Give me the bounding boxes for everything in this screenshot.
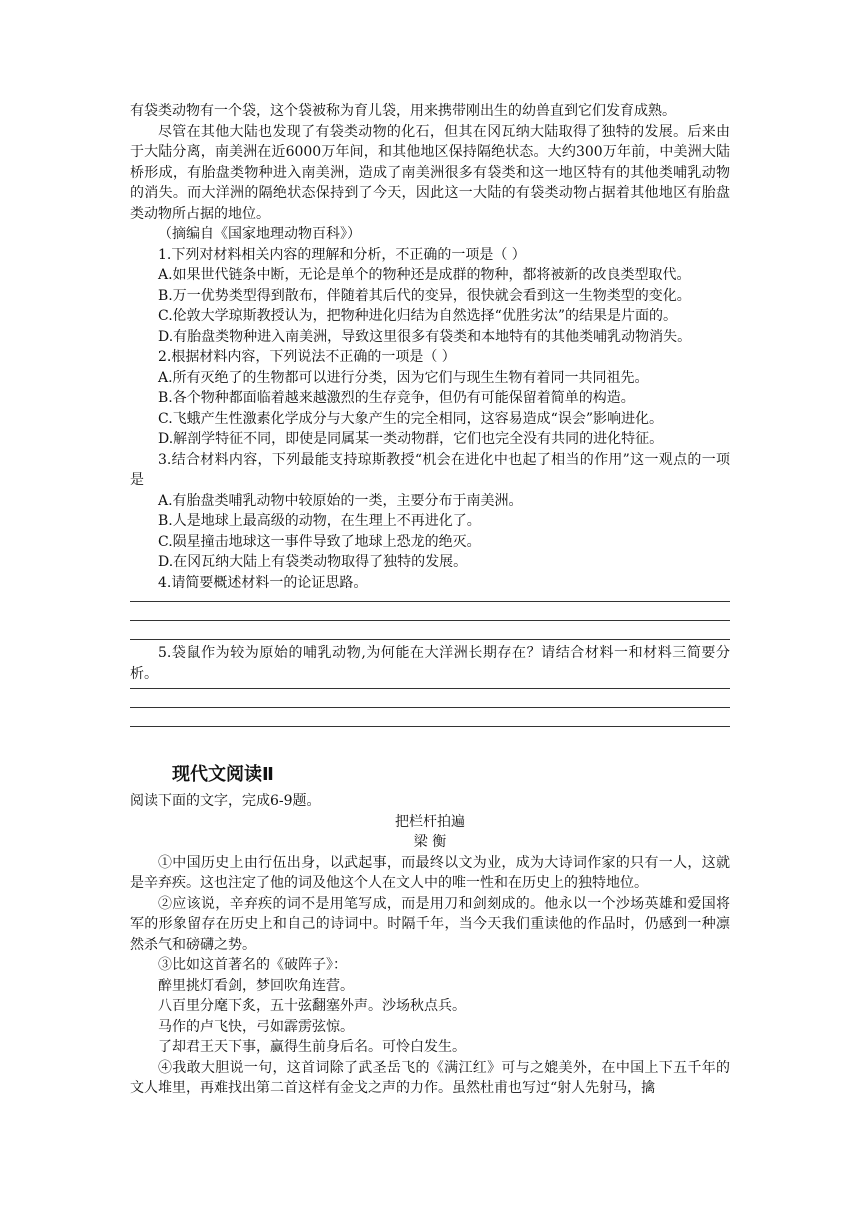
article-paragraph-1: ①中国历史上由行伍出身，以武起事，而最终以文为业，成为大诗词作家的只有一人，这就是辛弃疾。这也注定了他的词及他这个人在文人中的唯一性和在历史上的独特地位。 (130, 854, 730, 891)
question-5-stem: 5.袋鼠作为较为原始的哺乳动物,为何能在大洋洲长期存在？请结合材料一和材料三简要分析。 (130, 645, 730, 682)
answer-line (130, 726, 730, 727)
question-1-option-a[interactable]: A.如果世代链条中断，无论是单个的物种还是成群的物种，都将被新的改良类型取代。 (158, 267, 691, 283)
question-1-stem: 1.下列对材料相关内容的理解和分析，不正确的一项是（ ） (158, 246, 526, 263)
article-paragraph-2: ②应该说，辛弃疾的词不是用笔写成，而是用刀和剑刻成的。他永以一个沙场英雄和爱国将军的形象留存在历史上和自己的诗词中。时隔千年，当今天我们重读他的作品时，仍感到一种凛然杀气和磅礴之势。 (130, 895, 730, 953)
question-3-option-d[interactable]: D.在冈瓦纳大陆上有袋类动物取得了独特的发展。 (158, 554, 468, 570)
question-3-stem: 3.结合材料内容，下列最能支持琼斯教授“机会在进化中也起了相当的作用”这一观点的一项是 (130, 451, 730, 488)
question-3-option-a[interactable]: A.有胎盘类哺乳动物中较原始的一类，主要分布于南美洲。 (158, 492, 523, 509)
reading1-main-paragraph: 尽管在其他大陆也发现了有袋类动物的化石，但其在冈瓦纳大陆取得了独特的发展。后来由于大陆分离，南美洲在近6000万年间，和其他地区保持隔绝状态。大约300万年前，中美洲大陆桥形成，有胎盘类物种进入南美洲，造成了南美洲很多有袋类和这一地区特有的其他类哺乳动物的消失。而大洋洲的隔绝状态保持到了今天，因此这一大陆的有袋类动物占据着其他地区有胎盘类动物所占据的地位。 (130, 123, 730, 222)
reading1-intro-paragraph: 有袋类动物有一个袋，这个袋被称为育儿袋，用来携带刚出生的幼兽直到它们发育成熟。 (130, 103, 676, 119)
question-3-option-b[interactable]: B.人是地球上最高级的动物，在生理上不再进化了。 (158, 513, 481, 529)
page-content (130, 101, 730, 1099)
answer-line (130, 707, 730, 708)
question-5-answer-area[interactable] (130, 688, 730, 727)
question-2-option-a[interactable]: A.所有灭绝了的生物都可以进行分类，因为它们与现生生物有着同一共同祖先。 (158, 369, 649, 386)
answer-line (130, 620, 730, 621)
question-1-option-d[interactable]: D.有胎盘类物种进入南美洲，导致这里很多有袋类和本地特有的其他类哺乳动物消失。 (158, 328, 692, 345)
article-paragraph-4: ④我敢大胆说一句，这首词除了武圣岳飞的《满江红》可与之媲美外，在中国上下五千年的文人堆里，再难找出第二首这样有金戈之声的力作。虽然杜甫也写过“射人先射马，擒 (130, 1059, 730, 1096)
poem-line: 醉里挑灯看剑，梦回吹角连营。 (158, 977, 354, 994)
question-3-option-c[interactable]: C.陨星撞击地球这一事件导致了地球上恐龙的绝灭。 (158, 533, 481, 550)
section-title: 现代文阅读Ⅱ (172, 764, 274, 785)
article-paragraph-3: ③比如这首著名的《破阵子》： (158, 957, 347, 973)
poem-line: 八百里分麾下炙，五十弦翻塞外声。沙场秋点兵。 (158, 998, 466, 1014)
poem-line: 马作的卢飞快，弓如霹雳弦惊。 (158, 1018, 354, 1035)
question-4-stem: 4.请简要概述材料一的论证思路。 (158, 574, 368, 591)
answer-line (130, 601, 730, 602)
question-1-option-c[interactable]: C.伦敦大学琼斯教授认为，把物种进化归结为自然选择“优胜劣汰”的结果是片面的。 (158, 308, 677, 324)
question-2-option-d[interactable]: D.解剖学特征不同，即使是同属某一类动物群，它们也完全没有共同的进化特征。 (158, 431, 664, 447)
reading1-source: （摘编自《国家地理动物百科》） (158, 226, 361, 242)
answer-line (130, 639, 730, 640)
question-4-answer-area[interactable] (130, 601, 730, 640)
question-2-option-b[interactable]: B.各个物种都面临着越来越激烈的生存竞争，但仍有可能保留着简单的构造。 (158, 390, 635, 406)
question-1-option-b[interactable]: B.万一优势类型得到散布，伴随着其后代的变异，很快就会看到这一生物类型的变化。 (158, 287, 691, 304)
question-2-stem: 2.根据材料内容，下列说法不正确的一项是（ ） (158, 349, 456, 365)
answer-line (130, 688, 730, 689)
article-title: 把栏杆拍遍 (395, 813, 465, 830)
poem-line: 了却君王天下事，赢得生前身后名。可怜白发生。 (158, 1039, 466, 1055)
question-2-option-c[interactable]: C.飞蛾产生性激素化学成分与大象产生的完全相同，这容易造成“误会”影响进化。 (158, 410, 663, 427)
article-author: 梁 衡 (413, 834, 447, 850)
section-instruction: 阅读下面的文字，完成6-9题。 (130, 793, 321, 809)
